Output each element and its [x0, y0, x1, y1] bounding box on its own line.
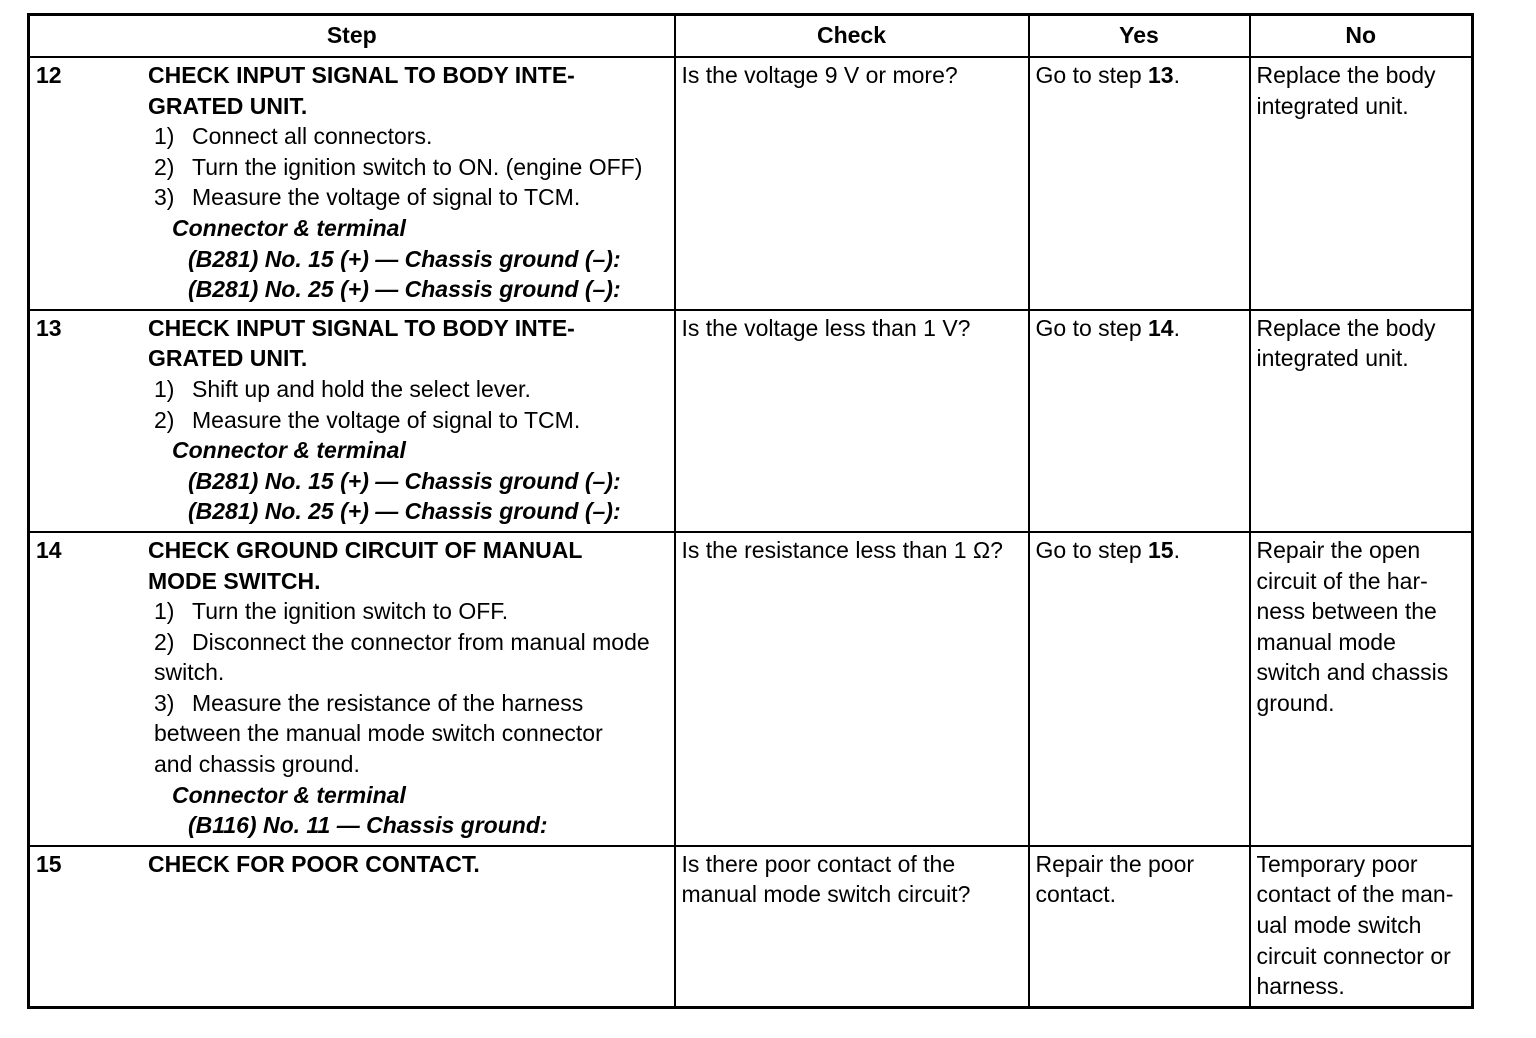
substep: 1) Shift up and hold the select lever. [154, 375, 531, 402]
no-cell: Replace the body integrated unit. [1250, 310, 1473, 532]
substep: 2) Disconnect the connector from manual mode switch. [154, 628, 650, 686]
substep: 1) Connect all connectors. [154, 123, 433, 150]
step-title: CHECK FOR POOR CONTACT. [148, 850, 480, 877]
step-number: 12 [36, 62, 62, 88]
connector-item: (B116) No. 11 — Chassis ground: [188, 812, 548, 839]
table-row-step-12 [29, 57, 1473, 310]
step-title: CHECK INPUT SIGNAL TO BODY INTE- GRATED UNIT. [148, 62, 575, 119]
no-cell: Replace the body integrated unit. [1250, 57, 1473, 310]
header-no: No [1250, 15, 1473, 58]
header-row [29, 15, 1473, 58]
check-cell: Is there poor contact of the manual mode switch circuit? [675, 846, 1029, 1007]
step-cell [29, 57, 675, 310]
connector-title: Connector & terminal [172, 437, 406, 464]
substep: 3) Measure the resistance of the harness between the manual mode switch connector and chassis ground. [154, 689, 603, 778]
step-number: 15 [36, 850, 62, 877]
table-row-step-14 [29, 532, 1473, 846]
yes-cell: Repair the poor contact. [1029, 846, 1250, 1007]
header-step: Step [29, 15, 675, 58]
table-row-step-15 [29, 846, 1473, 1007]
step-number: 13 [36, 314, 62, 341]
step-cell [29, 846, 675, 1007]
substep: 3) Measure the voltage of signal to TCM. [154, 184, 581, 211]
yes-cell: Go to step 14. [1029, 310, 1250, 532]
step-title: CHECK INPUT SIGNAL TO BODY INTE- GRATED UNIT. [148, 314, 575, 372]
connector-title: Connector & terminal [172, 781, 406, 808]
step-title: CHECK GROUND CIRCUIT OF MANUAL MODE SWITCH. [148, 536, 583, 594]
yes-cell: Go to step 15. [1029, 532, 1250, 846]
substep: 2) Turn the ignition switch to ON. (engine OFF) [154, 153, 643, 180]
header-check: Check [675, 15, 1029, 58]
step-number: 14 [36, 536, 62, 563]
connector-title: Connector & terminal [172, 214, 406, 241]
step-cell [29, 310, 675, 532]
table-row-step-13 [29, 310, 1473, 532]
connector-item: (B281) No. 15 (+) — Chassis ground (–): [188, 467, 621, 494]
check-cell: Is the resistance less than 1 Ω? [675, 532, 1029, 846]
no-cell: Repair the open circuit of the har-ness between the manual mode switch and chassis ground. [1250, 532, 1473, 846]
check-cell: Is the voltage 9 V or more? [675, 57, 1029, 310]
connector-item: (B281) No. 25 (+) — Chassis ground (–): [188, 498, 621, 525]
check-cell: Is the voltage less than 1 V? [675, 310, 1029, 532]
header-yes: Yes [1029, 15, 1250, 58]
substep: 1) Turn the ignition switch to OFF. [154, 598, 509, 625]
connector-item: (B281) No. 15 (+) — Chassis ground (–): [188, 245, 621, 272]
yes-cell: Go to step 13. [1029, 57, 1250, 310]
substep: 2) Measure the voltage of signal to TCM. [154, 406, 581, 433]
no-cell: Temporary poor contact of the man-ual mode switch circuit connector or harness. [1250, 846, 1473, 1007]
step-cell [29, 532, 675, 846]
connector-item: (B281) No. 25 (+) — Chassis ground (–): [188, 276, 621, 303]
diagnostic-table [27, 13, 1474, 1009]
